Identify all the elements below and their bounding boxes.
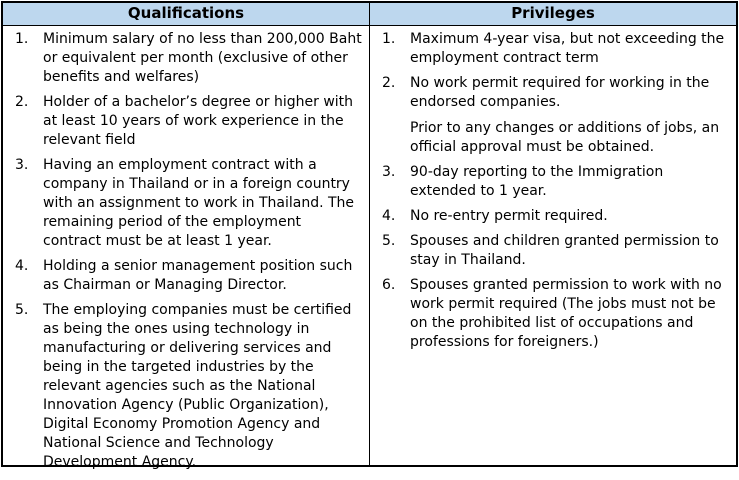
item-text	[410, 276, 730, 352]
item-text	[43, 30, 363, 87]
item-number: 5.	[382, 233, 396, 249]
item-text	[43, 301, 363, 472]
privileges-list	[370, 26, 736, 465]
privileges-header: Privileges	[370, 3, 736, 26]
item-number: 1.	[382, 31, 396, 47]
item-text	[410, 30, 730, 68]
item-text	[43, 257, 363, 295]
item-paragraph: No work permit required for working in the endorsed companies.	[410, 75, 710, 110]
item-number: 1.	[15, 31, 29, 47]
item-number: 3.	[382, 164, 396, 180]
item-text	[43, 93, 363, 150]
privileges-column	[369, 3, 736, 465]
list-item	[382, 163, 730, 201]
item-paragraph: Maximum 4-year visa, but not exceeding the employment contract term	[410, 31, 725, 66]
item-number: 3.	[15, 157, 29, 173]
list-item	[15, 30, 363, 87]
list-item	[382, 74, 730, 157]
qualifications-privileges-table	[1, 1, 738, 470]
item-paragraph: No re-entry permit required.	[410, 208, 608, 224]
list-item	[15, 257, 363, 295]
list-item	[382, 276, 730, 352]
item-paragraph: Holder of a bachelor’s degree or higher with at least 10 years of work experience in the relevant field	[43, 94, 354, 148]
item-number: 5.	[15, 302, 29, 318]
item-paragraph: Having an employment contract with a company in Thailand or in a foreign country with an assignment to work in Thailand. The remaining period of the employment contract must be at least 1 year.	[43, 157, 355, 249]
item-text	[43, 156, 363, 251]
list-item	[15, 301, 363, 472]
item-paragraph: 90-day reporting to the Immigration extended to 1 year.	[410, 164, 664, 199]
item-paragraph: Minimum salary of no less than 200,000 Baht or equivalent per month (exclusive of other benefits and welfares)	[43, 31, 362, 85]
item-number: 4.	[15, 258, 29, 274]
item-paragraph: Spouses and children granted permission to stay in Thailand.	[410, 233, 719, 268]
item-number: 2.	[15, 94, 29, 110]
qualifications-column	[3, 3, 369, 470]
item-number: 6.	[382, 277, 396, 293]
list-item	[382, 232, 730, 270]
item-number: 2.	[382, 75, 396, 91]
item-text	[410, 163, 730, 201]
item-paragraph: Holding a senior management position such as Chairman or Managing Director.	[43, 258, 353, 293]
item-text	[410, 232, 730, 270]
item-text	[410, 207, 730, 226]
list-item	[382, 30, 730, 68]
item-paragraph: Prior to any changes or additions of jobs, an official approval must be obtained.	[410, 120, 720, 155]
qualifications-header: Qualifications	[3, 3, 369, 26]
item-text	[410, 74, 730, 157]
item-paragraph: Spouses granted permission to work with no work permit required (The jobs must not be on the prohibited list of occupations and professions for foreigners.)	[410, 277, 722, 350]
list-item	[15, 93, 363, 150]
item-number: 4.	[382, 208, 396, 224]
list-item	[15, 156, 363, 251]
list-item	[382, 207, 730, 226]
qualifications-list	[3, 26, 369, 480]
item-paragraph: The employing companies must be certified as being the ones using technology in manufacturing or delivering services and being in the targeted industries by the relevant agencies such as the National Innovation Agency (Public Organization), Digital Economy Promotion Agency and National Science and Technology Development Agency.	[43, 302, 352, 470]
